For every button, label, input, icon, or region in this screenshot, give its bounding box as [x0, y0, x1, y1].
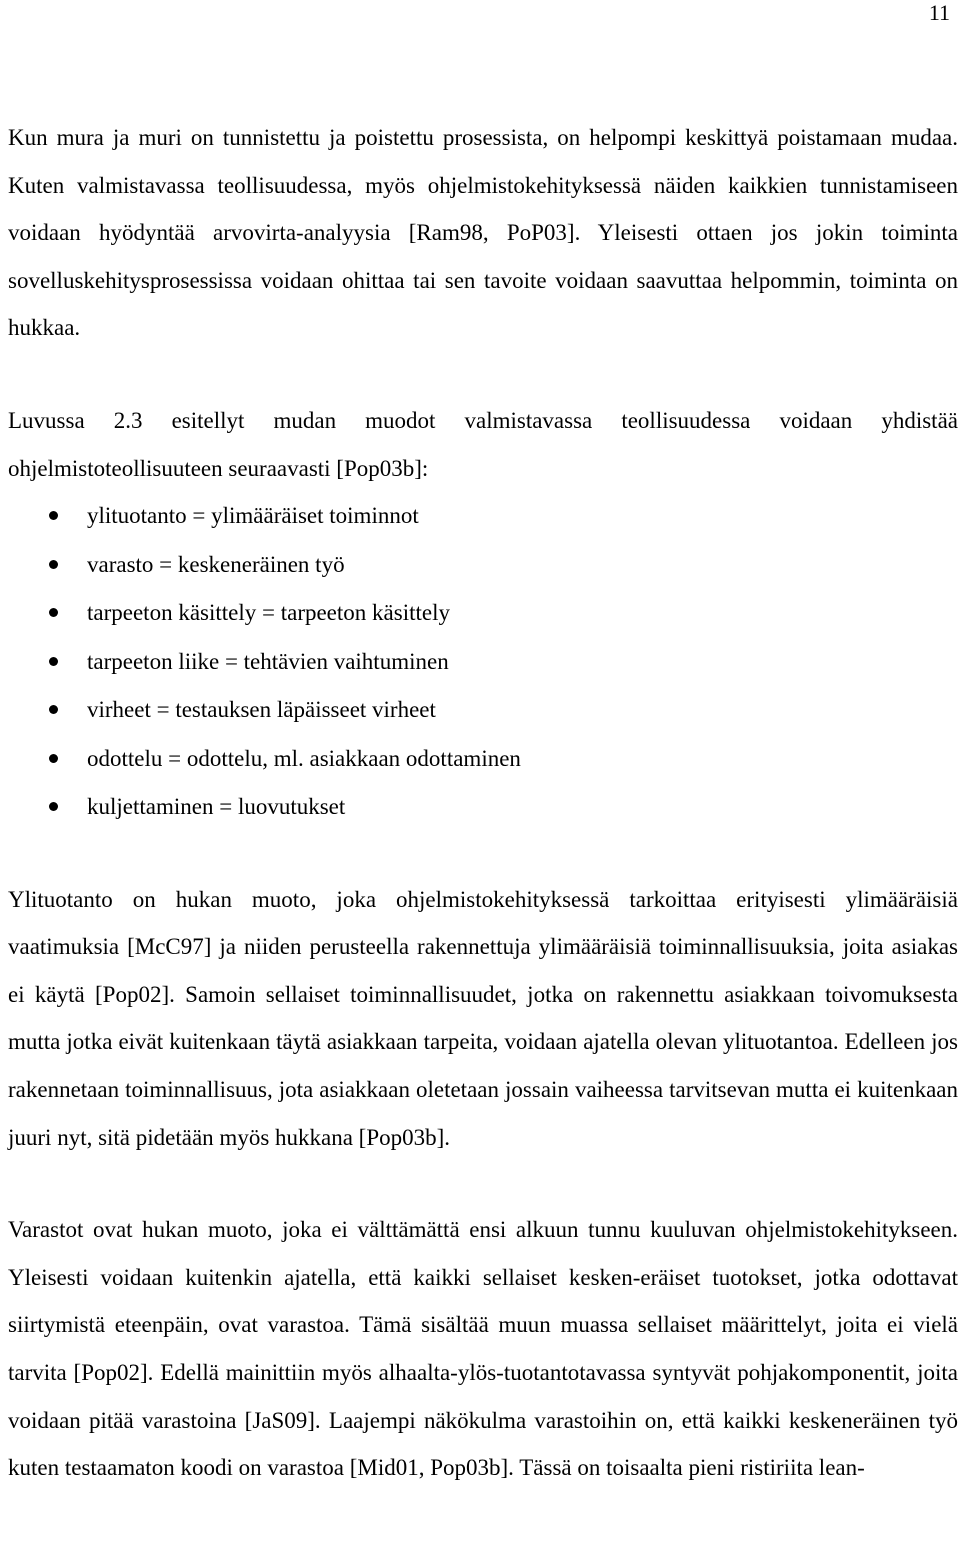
list-item [8, 589, 958, 638]
bullet-icon [49, 657, 58, 666]
document-body [8, 114, 958, 1492]
bullet-icon [49, 560, 58, 569]
paragraph-muda-mapping: Luvussa 2.3 esitellyt mudan muodot valmistavassa teollisuudessa voidaan yhdistää ohjelmistoteollisuuteen seuraavasti [Pop03b]: [8, 407, 958, 481]
paragraph-muda-intro: Kun mura ja muri on tunnistettu ja poistettu prosessista, on helpompi keskittyä poistamaan mudaa. Kuten valmistavassa teollisuudessa, myös ohjelmistokehityksessä näiden kaikkien tunnistamiseen voidaan hyödyntää arvovirta-analyysia [Ram98, PoP03]. Yleisesti ottaen jos jokin toiminta sovelluskehitysprosessissa voidaan ohittaa tai sen tavoite voidaan saavuttaa helpommin, toiminta on hukkaa. [8, 125, 958, 341]
paragraph-spacer [8, 1161, 958, 1206]
list-item-text: tarpeeton liike = tehtävien vaihtuminen [87, 648, 449, 674]
list-item-text: odottelu = odottelu, ml. asiakkaan odottaminen [87, 745, 521, 771]
paragraph-spacer [8, 352, 958, 397]
muda-mapping-list [8, 492, 958, 832]
list-item [8, 541, 958, 590]
page-number: 11 [928, 0, 950, 25]
bullet-icon [49, 802, 58, 811]
list-item-text: ylituotanto = ylimääräiset toiminnot [87, 503, 419, 529]
bullet-icon [49, 511, 58, 520]
list-item [8, 783, 958, 832]
list-item [8, 686, 958, 735]
bullet-icon [49, 754, 58, 763]
paragraph-inventory: Varastot ovat hukan muoto, joka ei välttämättä ensi alkuun tunnu kuuluvan ohjelmistokehitykseen. Yleisesti voidaan kuitenkin ajatella, että kaikki sellaiset kesken-eräiset tuotokset, jotka odottavat siirtymistä eteenpäin, ovat varastoa. Tämä sisältää muun muassa sellaiset määrittelyt, joita ei vielä tarvita [Pop02]. Edellä mainittiin myös alhaalta-ylös-tuotantotavassa syntyvät pohjakomponentit, joita voidaan pitää varastoina [JaS09]. Laajempi näkökulma varastoihin on, että kaikki keskeneräinen työ kuten testaamaton koodi on varastoa [Mid01, Pop03b]. Tässä on toisaalta pieni ristiriita lean- [8, 1217, 958, 1481]
paragraph-spacer [8, 832, 958, 876]
paragraph-overproduction: Ylituotanto on hukan muoto, joka ohjelmistokehityksessä tarkoittaa erityisesti ylimääräisiä vaatimuksia [McC97] ja niiden perusteella rakennettuja ylimääräisiä toiminnallisuuksia, joita asiakas ei käytä [Pop02]. Samoin sellaiset toiminnallisuudet, jotka on rakennettu asiakkaan toivomuksesta mutta jotka eivät kuitenkaan täytä asiakkaan tarpeita, voidaan ajatella olevan ylituotantoa. Edelleen jos rakennetaan toiminnallisuus, jota asiakkaan oletetaan jossain vaiheessa tarvitsevan mutta ei kuitenkaan juuri nyt, sitä pidetään myös hukkana [Pop03b]. [8, 886, 958, 1150]
list-item [8, 492, 958, 541]
list-item-text: tarpeeton käsittely = tarpeeton käsittely [87, 600, 450, 626]
bullet-icon [49, 705, 58, 714]
list-item [8, 735, 958, 784]
list-item [8, 638, 958, 687]
bullet-icon [49, 608, 58, 617]
list-item-text: virheet = testauksen läpäisseet virheet [87, 697, 436, 723]
list-item-text: varasto = keskeneräinen työ [87, 551, 345, 577]
list-item-text: kuljettaminen = luovutukset [87, 794, 346, 820]
